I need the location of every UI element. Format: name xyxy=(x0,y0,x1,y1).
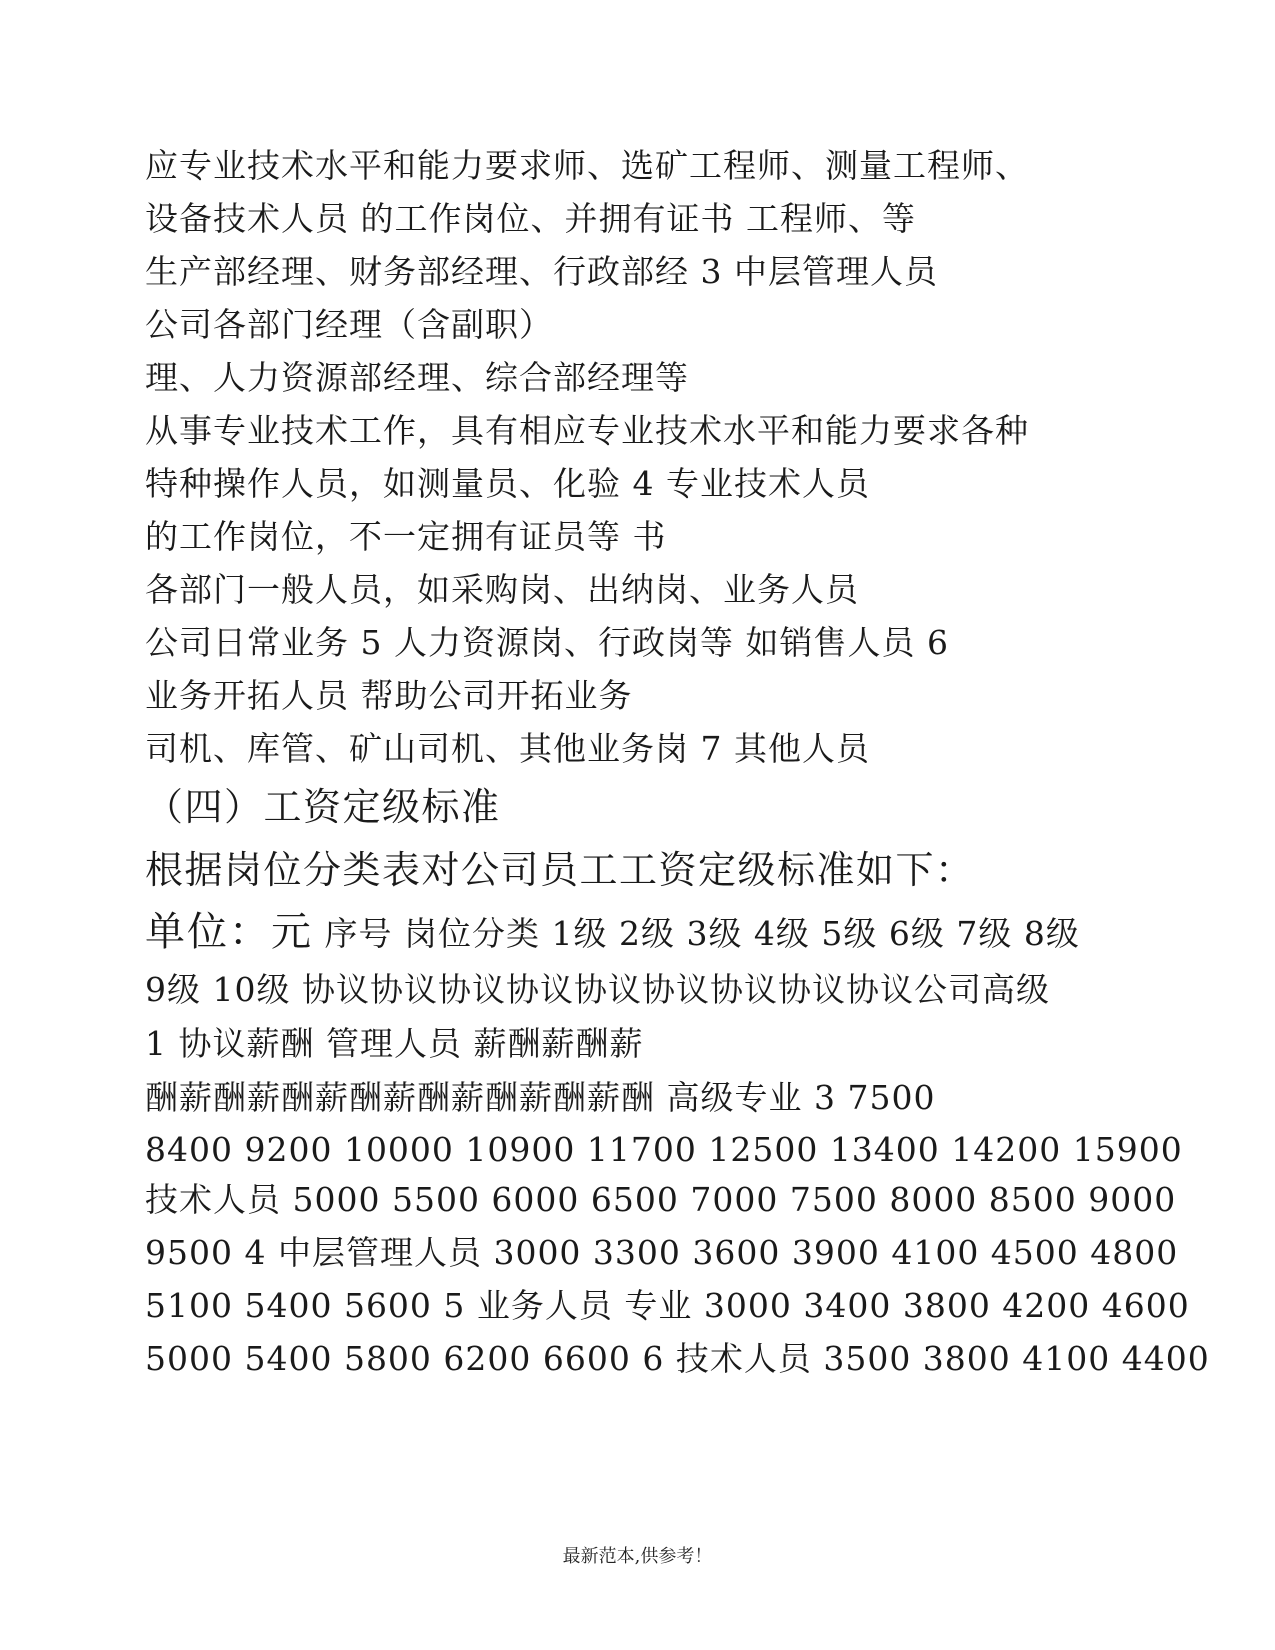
body-line-2: 设备技术人员 的工作岗位、并拥有证书 工程师、等 xyxy=(145,199,916,238)
section-heading: （四）工资定级标准 xyxy=(145,785,501,829)
table-line-2: 9级 10级 协议协议协议协议协议协议协议协议协议公司高级 xyxy=(145,970,1050,1009)
body-line-6: 从事专业技术工作，具有相应专业技术水平和能力要求各种 xyxy=(145,411,1029,450)
table-line-5: 8400 9200 10000 10900 11700 12500 13400 14200 15900 xyxy=(145,1130,1183,1169)
body-line-1: 应专业技术水平和能力要求师、选矿工程师、测量工程师、 xyxy=(145,146,1029,185)
body-line-10: 公司日常业务 5 人力资源岗、行政岗等 如销售人员 6 xyxy=(145,623,949,662)
body-line-11: 业务开拓人员 帮助公司开拓业务 xyxy=(145,676,633,715)
intro-line: 根据岗位分类表对公司员工工资定级标准如下： xyxy=(145,848,975,892)
table-line-9: 5000 5400 5800 6200 6600 6 技术人员 3500 3800 4100 4400 xyxy=(145,1339,1210,1378)
body-line-7: 特种操作人员，如测量员、化验 4 专业技术人员 xyxy=(145,464,870,503)
table-line-1 xyxy=(145,909,1080,955)
body-line-9: 各部门一般人员，如采购岗、出纳岗、业务人员 xyxy=(145,570,859,609)
body-line-3: 生产部经理、财务部经理、行政部经 3 中层管理人员 xyxy=(145,252,938,291)
body-line-5: 理、人力资源部经理、综合部经理等 xyxy=(145,358,689,397)
body-line-12: 司机、库管、矿山司机、其他业务岗 7 其他人员 xyxy=(145,729,870,768)
document-page xyxy=(145,0,1210,1650)
body-line-4: 公司各部门经理（含副职） xyxy=(145,305,553,344)
table-line-7: 9500 4 中层管理人员 3000 3300 3600 3900 4100 4500 4800 xyxy=(145,1233,1179,1272)
body-line-8: 的工作岗位，不一定拥有证员等 书 xyxy=(145,517,667,556)
table-header-text: 序号 岗位分类 1级 2级 3级 4级 5级 6级 7级 8级 xyxy=(324,914,1080,953)
page-footer: 最新范本,供参考！ xyxy=(562,1546,713,1567)
table-line-8: 5100 5400 5600 5 业务人员 专业 3000 3400 3800 4200 4600 xyxy=(145,1286,1190,1325)
unit-label: 单位：元 xyxy=(145,909,313,955)
table-line-3: 1 协议薪酬 管理人员 薪酬薪酬薪 xyxy=(145,1024,644,1063)
table-line-6: 技术人员 5000 5500 6000 6500 7000 7500 8000 8500 9000 xyxy=(145,1180,1177,1219)
table-line-4: 酬薪酬薪酬薪酬薪酬薪酬薪酬薪酬 高级专业 3 7500 xyxy=(145,1078,936,1117)
